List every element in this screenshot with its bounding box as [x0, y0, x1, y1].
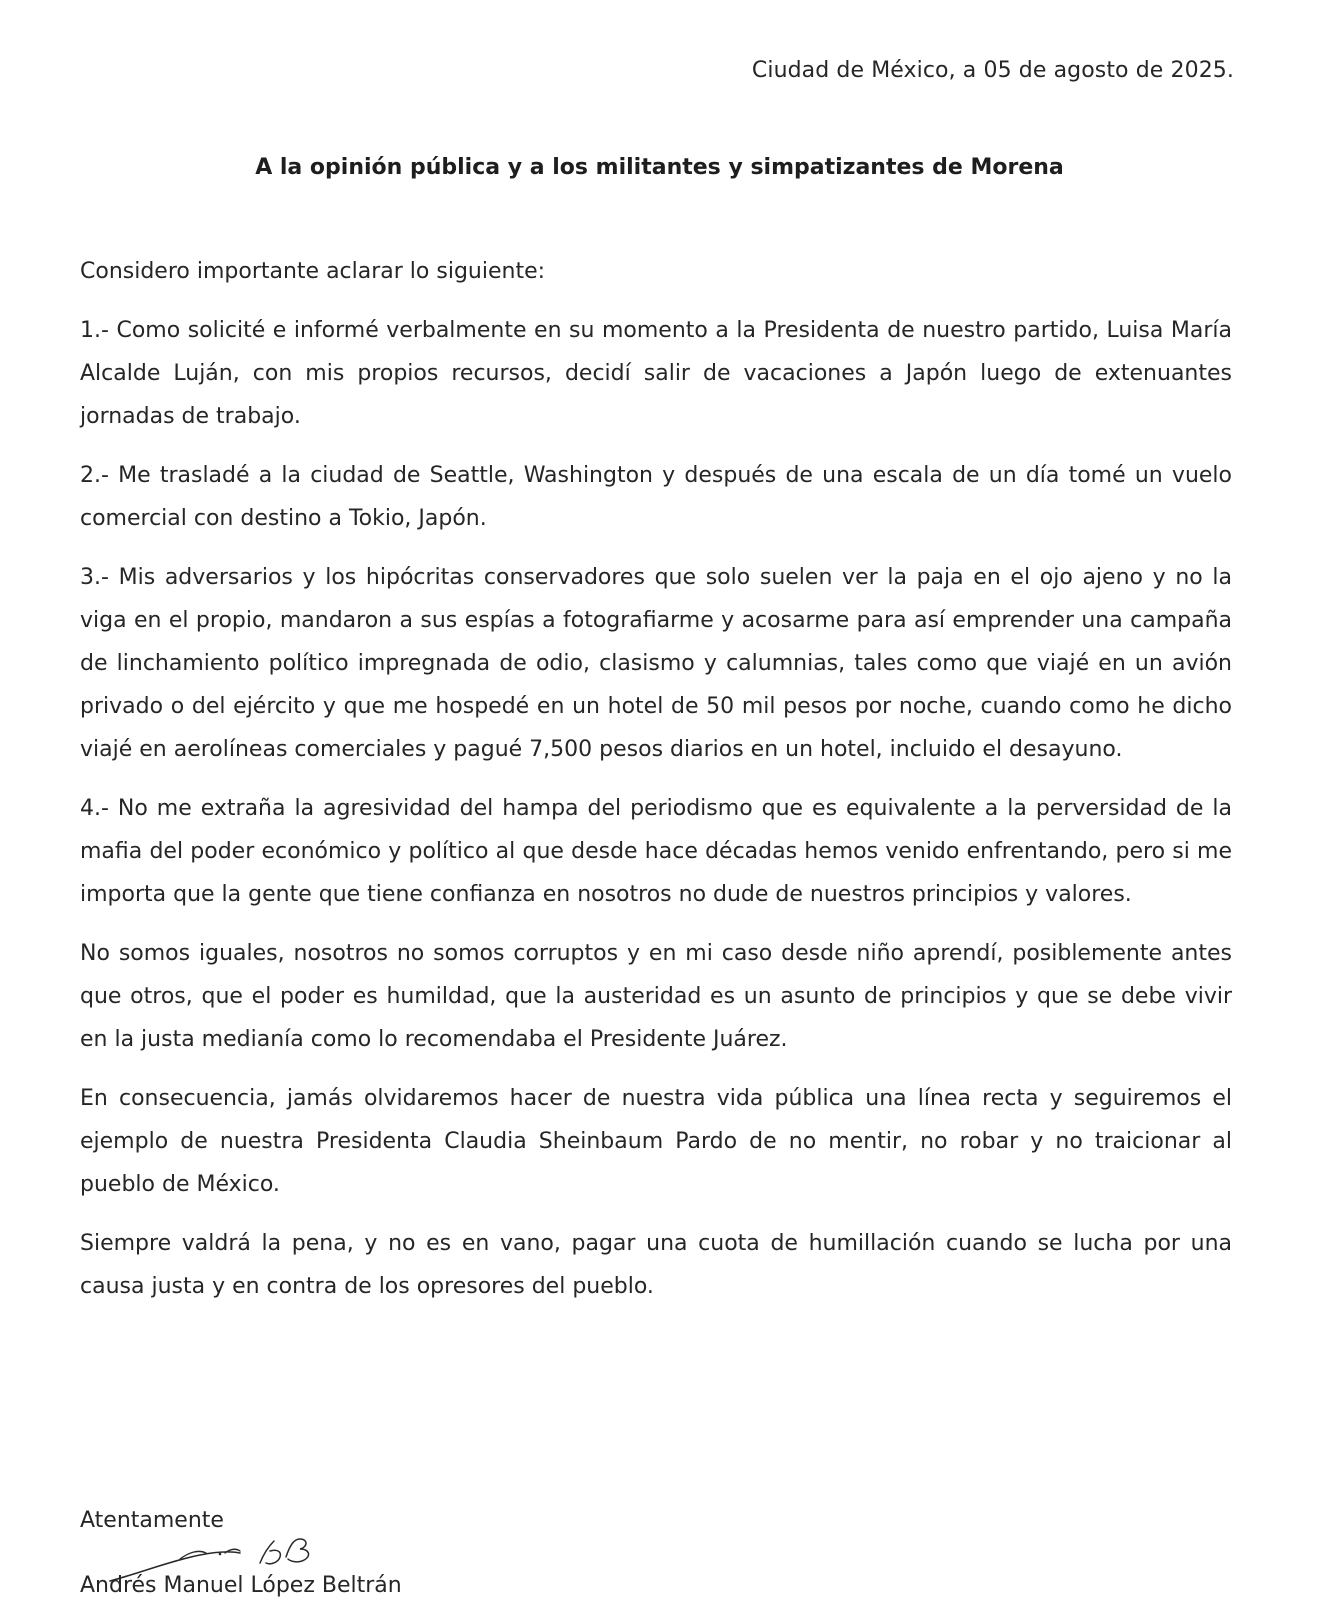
paragraph-point-4: 4.- No me extraña la agresividad del hampa del periodismo que es equivalente a la perversidad de la mafia del poder económico y político al que desde hace décadas hemos venido enfrentando, pero si me importa que la gente que tiene confianza en nosotros no dude de nuestros principios y valores. [80, 796, 1232, 907]
letter-title: A la opinión pública y a los militantes y simpatizantes de Morena [255, 155, 1064, 180]
paragraph-point-2: 2.- Me trasladé a la ciudad de Seattle, Washington y después de una escala de un día tomé un vuelo comercial con destino a Tokio, Japón. [80, 463, 1232, 531]
letter-body [80, 250, 1232, 1324]
paragraph-siempre-valdra: Siempre valdrá la pena, y no es en vano, pagar una cuota de humillación cuando se lucha por una causa justa y en contra de los opresores del pueblo. [80, 1231, 1232, 1299]
closing: Atentamente [80, 1508, 224, 1533]
paragraph-point-1: 1.- Como solicité e informé verbalmente en su momento a la Presidenta de nuestro partido, Luisa María Alcalde Luján, con mis propios recursos, decidí salir de vacaciones a Japón luego de extenuantes jornadas de trabajo. [80, 318, 1232, 429]
intro-paragraph: Considero importante aclarar lo siguiente: [80, 259, 546, 284]
signer-name: Andrés Manuel López Beltrán [80, 1573, 402, 1598]
paragraph-no-somos-iguales: No somos iguales, nosotros no somos corruptos y en mi caso desde niño aprendí, posiblemente antes que otros, que el poder es humildad, que la austeridad es un asunto de principios y que se debe vivir en la justa medianía como lo recomendaba el Presidente Juárez. [80, 941, 1232, 1052]
paragraph-en-consecuencia: En consecuencia, jamás olvidaremos hacer de nuestra vida pública una línea recta y seguiremos el ejemplo de nuestra Presidenta Claudia Sheinbaum Pardo de no mentir, no robar y no traicionar al pueblo de México. [80, 1086, 1232, 1197]
date-line: Ciudad de México, a 05 de agosto de 2025. [751, 58, 1234, 83]
paragraph-point-3: 3.- Mis adversarios y los hipócritas conservadores que solo suelen ver la paja en el ojo ajeno y no la viga en el propio, mandaron a sus espías a fotografiarme y acosarme para así emprender una campaña de linchamiento político impregnada de odio, clasismo y calumnias, tales como que viajé en un avión privado o del ejército y que me hospedé en un hotel de 50 mil pesos por noche, cuando como he dicho viajé en aerolíneas comerciales y pagué 7,500 pesos diarios en un hotel, incluido el desayuno. [80, 565, 1232, 762]
